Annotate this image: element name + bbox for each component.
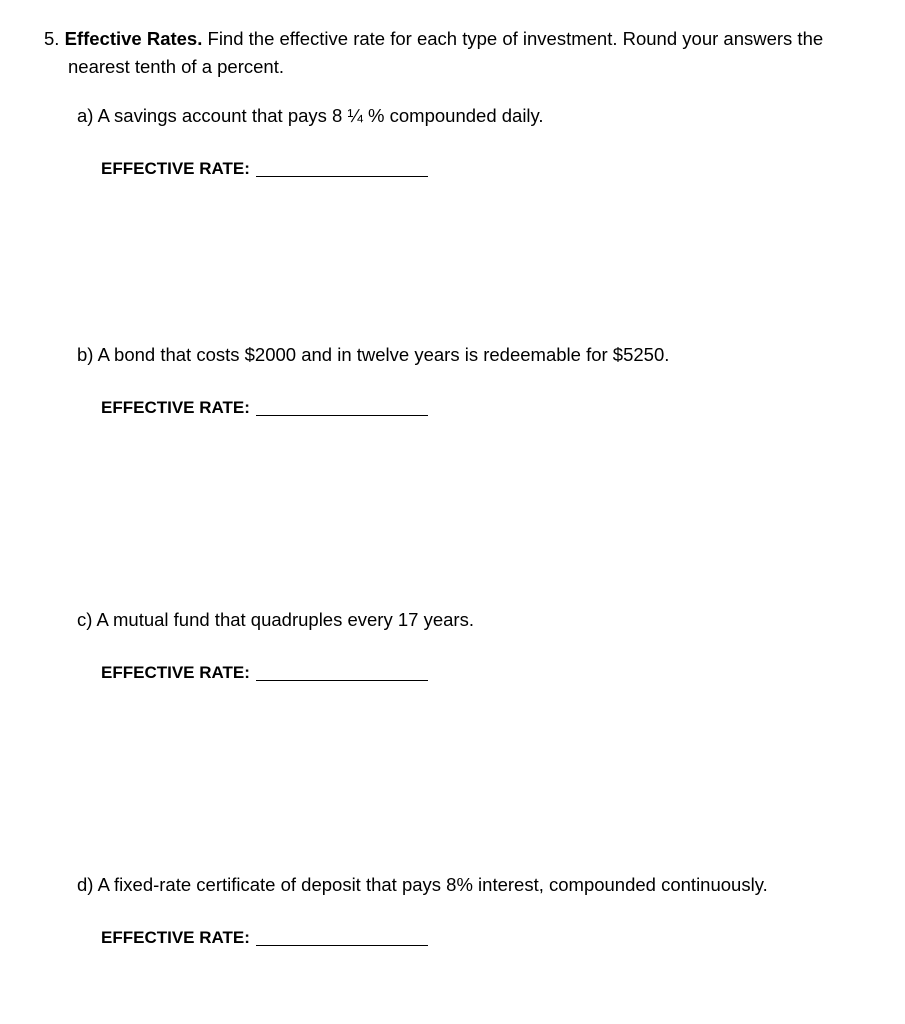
part-d-question: d) A fixed-rate certificate of deposit that pays 8% interest, compounded continuously. <box>77 874 768 895</box>
problem-instruction: Find the effective rate for each type of investment. Round your answers the <box>207 28 824 49</box>
part-d-answer-label: EFFECTIVE RATE: <box>101 928 250 947</box>
problem-title: Effective Rates. <box>64 28 203 49</box>
part-d-answer-row <box>101 927 428 949</box>
part-c-answer-label: EFFECTIVE RATE: <box>101 663 250 682</box>
part-c-answer-blank[interactable] <box>256 664 428 681</box>
part-b-answer-row <box>101 397 428 419</box>
part-a-answer-label: EFFECTIVE RATE: <box>101 159 250 178</box>
part-a-answer-row <box>101 158 428 180</box>
part-b-question: b) A bond that costs $2000 and in twelve years is redeemable for $5250. <box>77 344 670 365</box>
problem-number: 5. <box>44 28 60 49</box>
problem-header <box>44 25 894 81</box>
part-d-answer-blank[interactable] <box>256 929 428 946</box>
part-a-question: a) A savings account that pays 8 ¼ % compounded daily. <box>77 105 544 126</box>
part-b-answer-blank[interactable] <box>256 399 428 416</box>
problem-header-line-1 <box>44 25 894 53</box>
part-a-answer-blank[interactable] <box>256 160 428 177</box>
part-c-question: c) A mutual fund that quadruples every 17 years. <box>77 609 474 630</box>
part-c-answer-row <box>101 662 428 684</box>
part-b-answer-label: EFFECTIVE RATE: <box>101 398 250 417</box>
problem-instruction-continuation: nearest tenth of a percent. <box>68 56 284 77</box>
